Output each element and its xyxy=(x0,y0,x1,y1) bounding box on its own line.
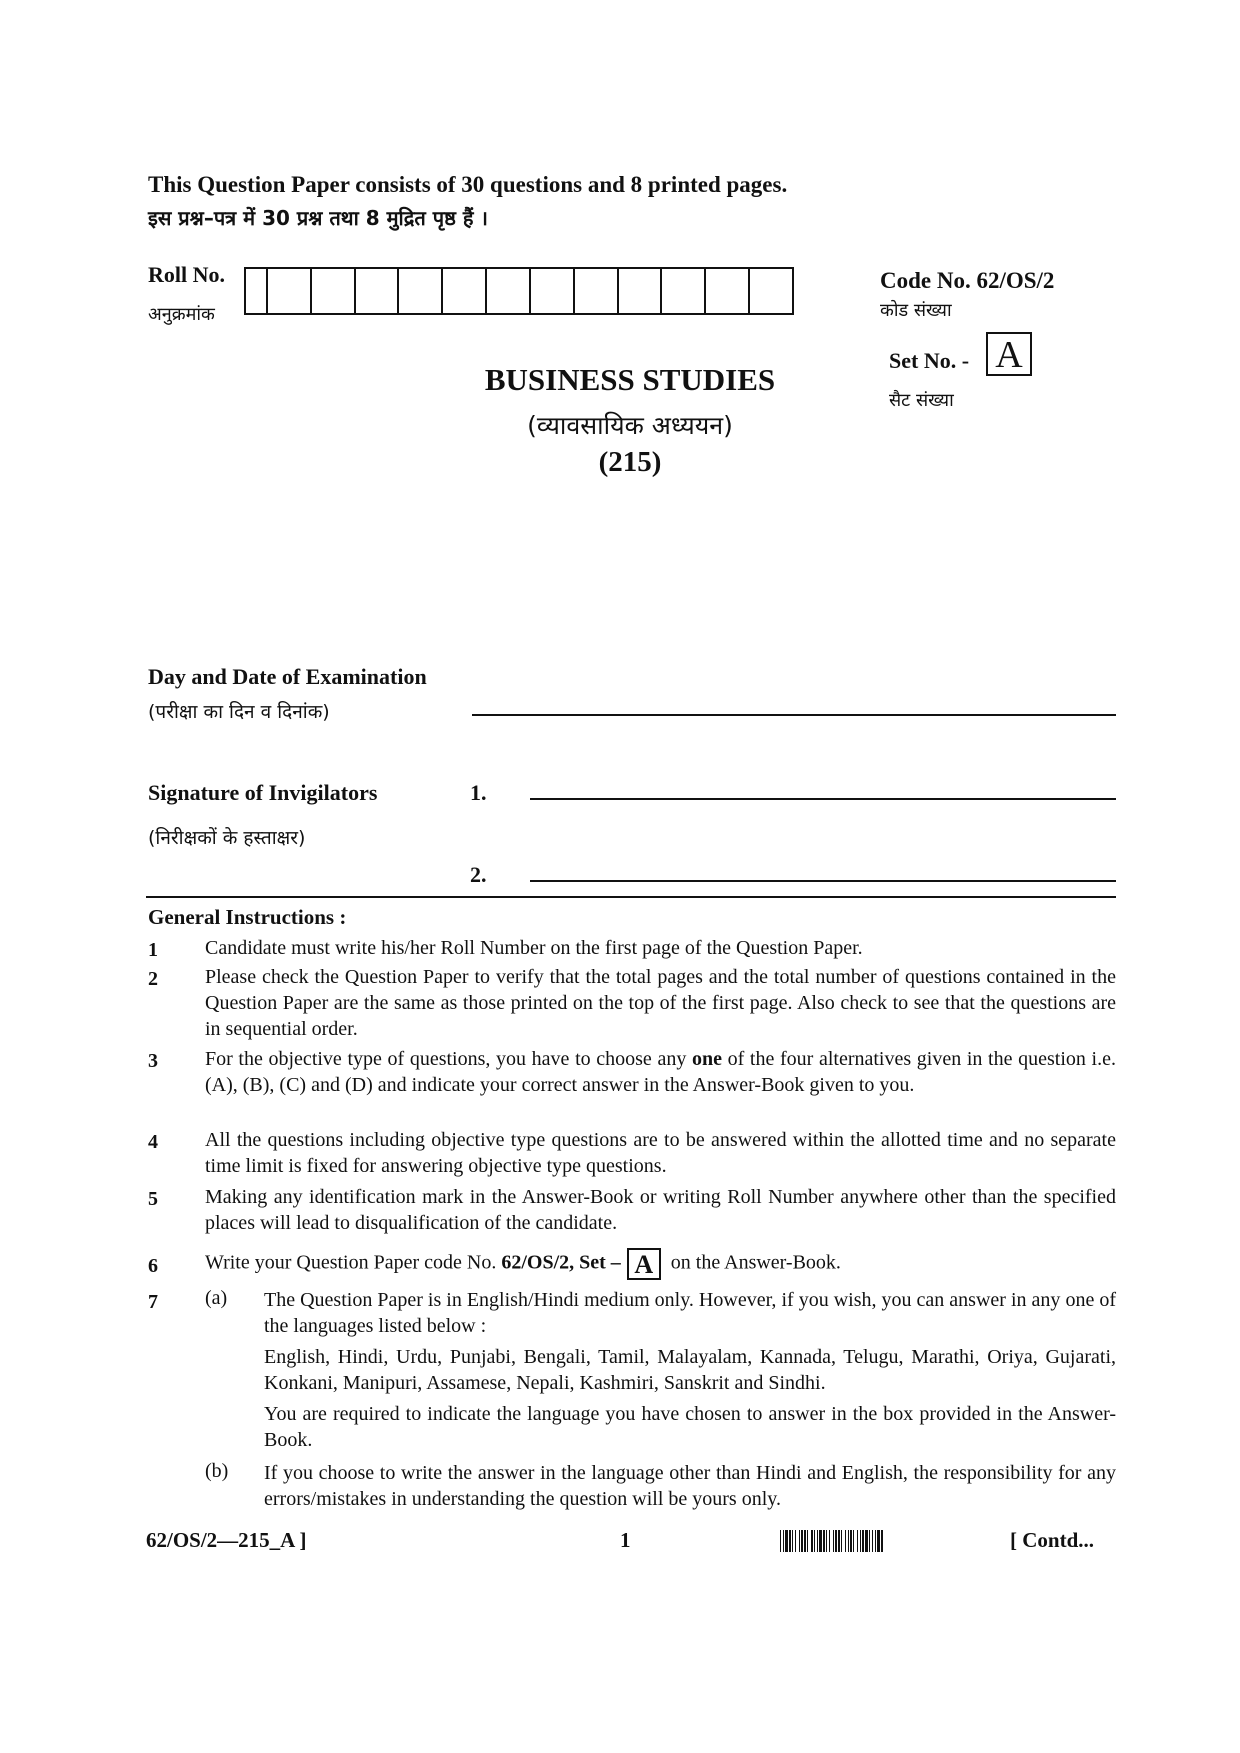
instructions-title: General Instructions : xyxy=(148,905,347,929)
subject-title: BUSINESS STUDIES xyxy=(484,362,776,397)
barcode xyxy=(780,1530,998,1552)
roll-number-box xyxy=(354,269,398,313)
invigilator-signature-label-hindi: (निरीक्षकों के हस्ताक्षर) xyxy=(148,827,306,849)
instruction-text xyxy=(205,1248,1116,1280)
barcode-bar xyxy=(860,1530,861,1552)
barcode-bar xyxy=(865,1530,868,1552)
instruction-text-part: Write your Question Paper code No. xyxy=(205,1251,502,1274)
instruction-text: All the questions including objective type questions are to be answered within the allotted time and no separate time limit is fixed for answering objective type questions. xyxy=(205,1129,1116,1177)
instruction-number: 1 xyxy=(148,939,158,961)
roll-number-box xyxy=(748,269,792,313)
barcode-bar xyxy=(826,1530,827,1552)
subject-code: (215) xyxy=(598,446,662,478)
roll-number-box xyxy=(485,269,529,313)
roll-number-box xyxy=(704,269,748,313)
instruction-text: Please check the Question Paper to verify that the total pages and the total number of questions contained in the Question Paper are the same as those printed on the top of the first page. Also check to see that the questions are in sequential order. xyxy=(205,966,1116,1040)
barcode-bar xyxy=(835,1530,837,1552)
barcode-bar xyxy=(850,1530,852,1552)
barcode-bar xyxy=(857,1530,858,1552)
barcode-bar xyxy=(804,1530,806,1552)
roll-number-box xyxy=(660,269,704,313)
roll-number-label-hindi: अनुक्रमांक xyxy=(148,304,215,325)
barcode-bar xyxy=(789,1530,791,1552)
invigilator-signature-label: Signature of Invigilators xyxy=(148,780,378,805)
roll-number-label: Roll No. xyxy=(148,262,225,287)
set-number-label-hindi: सैट संख्या xyxy=(889,390,954,411)
set-number-label: Set No. - xyxy=(889,348,970,373)
instruction-text-part: on the Answer-Book. xyxy=(670,1251,841,1274)
barcode-bar xyxy=(817,1530,818,1552)
instruction-text: The Question Paper is in English/Hindi medium only. However, if you wish, you can answer in any one of the languages listed below : xyxy=(264,1289,1116,1337)
instruction-language-list: English, Hindi, Urdu, Punjabi, Bengali, Tamil, Malayalam, Kannada, Telugu, Marathi, Oriya, Gujarati, Konkani, Manipuri, Assamese, Nepali, Kashmiri, Sanskrit and Sindhi. xyxy=(264,1346,1116,1394)
instruction-text-bold: one xyxy=(691,1048,722,1070)
exam-date-label: Day and Date of Examination xyxy=(148,664,427,689)
instruction-text: If you choose to write the answer in the language other than Hindi and English, the responsibility for any errors/mistakes in understanding the question will be yours only. xyxy=(264,1462,1116,1510)
barcode-bar xyxy=(881,1530,883,1552)
roll-number-box xyxy=(529,269,573,313)
invigilator-number-1: 1. xyxy=(470,780,487,805)
barcode-bar xyxy=(811,1530,813,1552)
barcode-bar xyxy=(814,1530,815,1552)
instruction-sub-letter: (a) xyxy=(205,1287,228,1309)
barcode-bar xyxy=(792,1530,793,1552)
continued-label: [ Contd... xyxy=(1010,1528,1095,1552)
roll-number-box xyxy=(246,269,266,313)
barcode-bar xyxy=(807,1530,808,1552)
barcode-bar xyxy=(853,1530,854,1552)
section-divider xyxy=(146,896,1116,898)
invigilator-signature-line-1 xyxy=(530,798,1116,800)
barcode-bar xyxy=(862,1530,864,1552)
instruction-number: 7 xyxy=(148,1291,158,1313)
roll-number-box xyxy=(441,269,485,313)
barcode-bar xyxy=(877,1530,880,1552)
set-letter-box: A xyxy=(986,332,1032,376)
instruction-number: 6 xyxy=(148,1255,158,1277)
footer-paper-code: 62/OS/2—215_A ] xyxy=(146,1528,307,1552)
roll-number-box xyxy=(397,269,441,313)
barcode-bar xyxy=(819,1530,822,1552)
roll-number-boxes xyxy=(244,267,794,315)
instruction-text-part: of the four alternatives given in the question i.e. (A), (B), (C) and (D) and indicate your correct answer in the Answer-Book given to you. xyxy=(205,1048,1116,1096)
instruction-number: 3 xyxy=(148,1050,158,1072)
roll-number-box xyxy=(310,269,354,313)
code-number: Code No. 62/OS/2 xyxy=(880,268,1055,293)
barcode-bar xyxy=(829,1530,830,1552)
barcode-bar xyxy=(801,1530,803,1552)
set-letter-box: A xyxy=(627,1248,661,1280)
exam-date-label-hindi: (परीक्षा का दिन व दिनांक) xyxy=(148,701,330,723)
barcode-bar xyxy=(845,1530,846,1552)
invigilator-number-2: 2. xyxy=(470,862,487,887)
code-number-label-hindi: कोड संख्या xyxy=(880,300,952,321)
instruction-number: 5 xyxy=(148,1188,158,1210)
barcode-bar xyxy=(799,1530,800,1552)
instruction-number: 4 xyxy=(148,1131,158,1153)
barcode-bar xyxy=(833,1530,834,1552)
paper-summary-english: This Question Paper consists of 30 questions and 8 printed pages. xyxy=(148,172,788,197)
instruction-text: You are required to indicate the language you have chosen to answer in the box provided in the Answer-Book. xyxy=(264,1403,1116,1451)
instruction-text: Making any identification mark in the Answer-Book or writing Roll Number anywhere other than the specified places will lead to disqualification of the candidate. xyxy=(205,1186,1116,1234)
roll-number-box xyxy=(617,269,661,313)
barcode-bar xyxy=(838,1530,840,1552)
subject-title-hindi: (व्यावसायिक अध्ययन) xyxy=(527,411,733,440)
roll-number-box xyxy=(266,269,310,313)
invigilator-signature-line-2 xyxy=(530,880,1116,882)
barcode-bar xyxy=(795,1530,796,1552)
roll-number-box xyxy=(573,269,617,313)
instruction-sub-letter: (b) xyxy=(205,1460,229,1482)
barcode-bar xyxy=(780,1530,781,1552)
instruction-text: Candidate must write his/her Roll Number on the first page of the Question Paper. xyxy=(205,937,863,959)
barcode-bar xyxy=(875,1530,876,1552)
barcode-bar xyxy=(783,1530,784,1552)
barcode-bar xyxy=(785,1530,788,1552)
instruction-text xyxy=(205,1046,1116,1098)
paper-summary-hindi: इस प्रश्न–पत्र में 30 प्रश्न तथा 8 मुद्रित पृष्ठ हैं । xyxy=(148,206,488,230)
exam-date-line xyxy=(472,714,1116,716)
barcode-bar xyxy=(869,1530,870,1552)
page-number: 1 xyxy=(620,1528,631,1552)
barcode-bar xyxy=(823,1530,825,1552)
barcode-bar xyxy=(841,1530,842,1552)
instruction-text-bold: 62/OS/2, Set – xyxy=(501,1251,621,1274)
instruction-number: 2 xyxy=(148,968,158,990)
barcode-bar xyxy=(872,1530,873,1552)
instruction-text-part: For the objective type of questions, you have to choose any xyxy=(205,1048,692,1070)
barcode-bar xyxy=(848,1530,849,1552)
